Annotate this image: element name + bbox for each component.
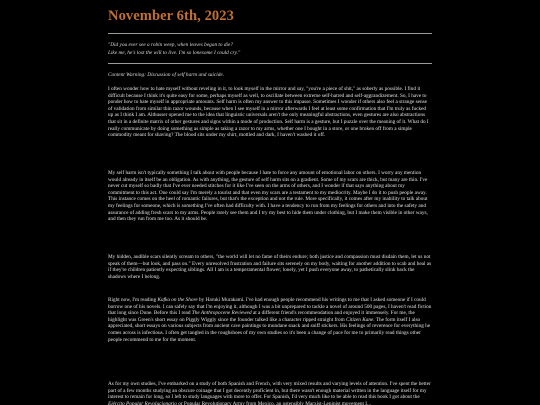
paragraph-1: I often wonder how to hate myself without reveling in it, to look myself in the mirror and say, "you're a piece of shit," as soberly as possible. I find it difficult because I think it's quite easy for some, perhaps myself as well, to oscillate between extreme self-hatred and self-aggrandizement. So, I have to ponder how to hate myself in appropriate amounts. Self harm is often my answer to this impasse. Sometimes I wonder if others also feel a strange sense of validation from similar thin razor wounds, because when I see myself in a mirror afterwards I feel at least some confirmation that I'm truly as fucked up as I think I am. Althusser opened me to the idea that linguistic universals aren't the only meaningful abstractions, even gestures are also abstractions that sit in a definite matrix of other gestures and signs within a mode of production. Self harm is a gesture, but I puzzle over the meaning of it. What do I really communicate by doing something as simple as taking a razor to my arms, whether one I bought in a store, or one broken off from a simple commodity meant for shaving? The blood sits under my shirt, mottled and dark, I haven't washed it off.: [108, 86, 429, 139]
title-divider: [108, 33, 432, 34]
content-warning: Content Warning: Discussion of self harm and suicide.: [108, 72, 225, 78]
paragraph-4: Right now, I'm reading Kafka on the Shore by Haruki Murakami. I've had enough people recommend his writings to me that I asked someone if I could borrow one of his novels. I can safely say that I'm enjoying it, although I was a bit unprepared to tackle a novel of around 500 pages, I haven't read fiction that long since Dune. Before this I read The Anthropocene Reviewed at a different friend's recommendation and enjoyed it immensely. For me, the highlight was Green's short essay on Piggly Wiggly since the founder talked like a character ripped straight from Citizen Kane. The form itself I also appreciated, short essays on various subjects from ancient cave paintings to mundane snack and sniff stickers. His feelings of reverence for everything he comes across is infectious. I often get tangled in the roughshoes of my own studies so it's been a change of pace for me to primarily read things other people recommend to me for the moment.: [108, 297, 432, 343]
epigraph-line: "Did you ever see a robin weep, when leaves began to die?: [108, 42, 233, 48]
paragraph-2: My self harm isn't typically something I talk about with people because I hate to force any amount of emotional labor on others. I worry any mention would already in itself be an obligation. As with anything, the gesture of self harm sits on a gradient. Some of my scars are thick, but many are thin. I've never cut myself so badly that I've ever needed stitches for it like I've seen on the arms of others, and I wonder if that says anything about my commitment to this act. One could say I'm merely a tourist and that even my scars are a testament to my mediocrity. Maybe I do it to push people away. This instance comes on the heel of romantic failures, but that's the exception and not the rule. More specifically, it comes after my inability to talk about my feelings for someone, which is something I've often had difficulty with. I have a tendency to run from my feelings for others and into the safety and assurance of adding fresh scars to my arms. People rarely see them and I try my best to hide them under clothing, but I make them visible in other ways, and then they run from me too. As it should be.: [108, 170, 428, 223]
epigraph-line: Like me, he's lost the will to live. I'm so lonesome I could cry.": [108, 49, 241, 56]
epigraph: [108, 42, 240, 57]
epigraph-divider: [108, 63, 432, 64]
paragraph-3: My hidden, audible scars silently scream to others, "the world will let no fame of theirs endure; both justice and compassion must disdain them, let us not speak of them—but look, and pass on." Every unresolved frustration and failure sits serenely on my body, waiting for another addition to scab and heal as if they're children patiently expecting siblings. All I am is a temperamental flower; lonely, yet I push everyone away, to pathetically slink back the shadows where I belong.: [108, 254, 432, 280]
paragraph-5: As for my own studies, I've embarked on a study of both Spanish and French, with very mixed results and varying levels of attention. I've spent the better part of a few months studying an obscure coinage that I got decently proficient in, but there wasn't enough material written in the language itself for my interest to remain for long, so I left to study languages with more to offer. For Spanish, I'd very much like to be able to read this book I got about the Ejército Popular Revolucionario or Popular Revolutionary Army from Mexico, an ostensibly Marxist-Leninist movement I...: [108, 381, 431, 405]
post-title: November 6th, 2023: [108, 8, 234, 24]
